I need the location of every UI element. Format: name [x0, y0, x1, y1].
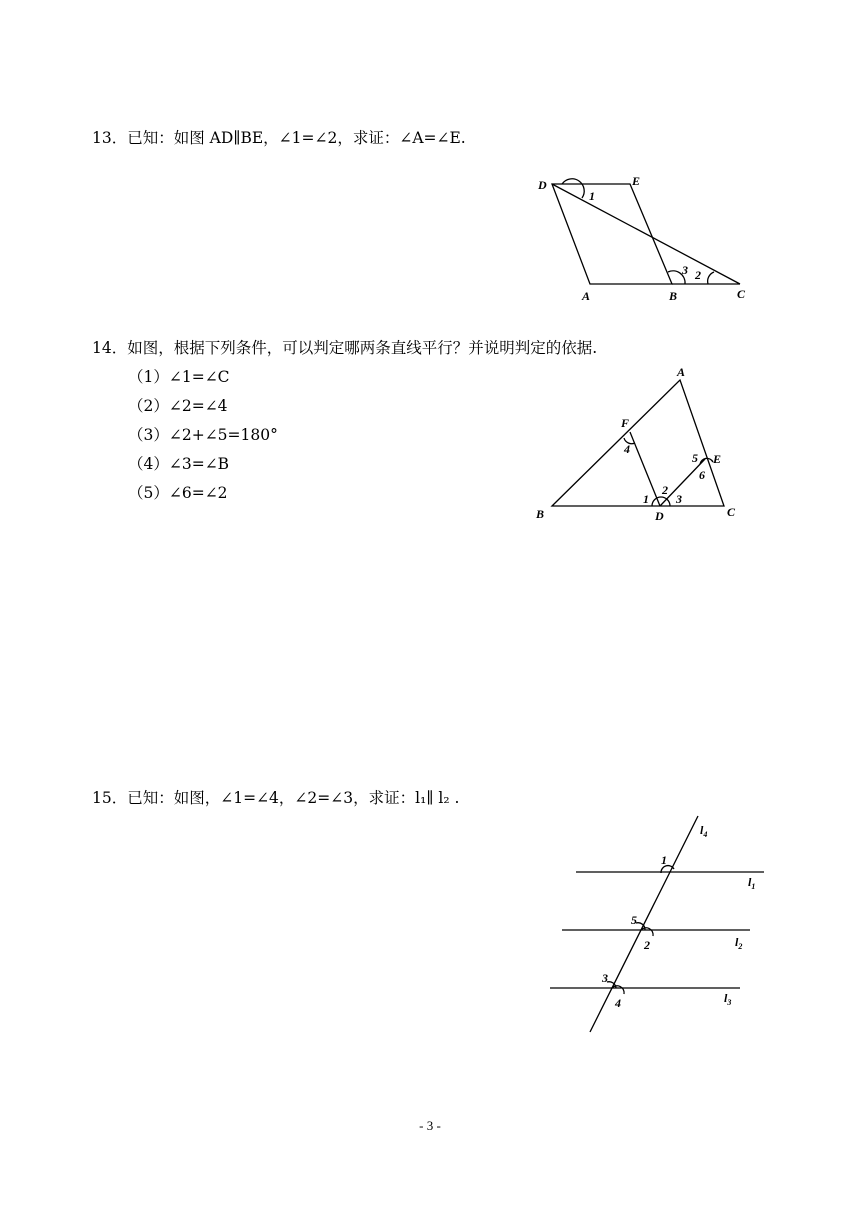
question-13-number: 13．: [92, 129, 128, 147]
fig14-label-C: C: [727, 505, 736, 519]
fig14-angle-1: 1: [643, 492, 649, 506]
fig14-angle-6: 6: [699, 468, 705, 482]
fig14-arc-e: [700, 458, 713, 464]
fig14-label-B: B: [536, 507, 545, 521]
figure-14: [530, 362, 760, 532]
fig15-arc-4: [612, 986, 624, 994]
fig13-arc-2: [708, 272, 714, 284]
fig14-label-D: D: [655, 509, 664, 523]
fig13-angle-1: 1: [589, 189, 595, 203]
fig13-angle-3: 3: [682, 263, 688, 277]
fig13-label-B: B: [669, 289, 678, 303]
fig15-label-l2: $l_2$: [735, 935, 743, 951]
fig13-angle-2: 2: [695, 268, 701, 282]
fig15-angle-1: 1: [661, 853, 667, 867]
page-number: - 3 -: [419, 1118, 441, 1133]
fig15-label-l1: $l_1$: [748, 875, 756, 891]
condition-2: （2）∠2=∠4: [128, 397, 228, 415]
question-14-number: 14．: [92, 339, 128, 357]
fig15-angle-4: 4: [615, 996, 621, 1010]
question-13: [92, 128, 466, 148]
fig14-label-F: F: [621, 416, 630, 430]
question-14: [92, 338, 597, 358]
fig15-angle-2: 2: [644, 938, 650, 952]
fig13-label-C: C: [737, 287, 746, 301]
condition-3: （3）∠2+∠5=180°: [128, 426, 278, 444]
fig13-parallelogram: [552, 184, 672, 284]
question-15-number: 15．: [92, 789, 128, 807]
question-15-text: 已知：如图，∠1=∠4，∠2=∠3，求证：l₁∥ l₂ .: [127, 789, 460, 807]
fig14-label-E: E: [713, 452, 722, 466]
fig14-angle-5: 5: [692, 451, 698, 465]
fig13-label-D: D: [538, 178, 547, 192]
fig14-angle-4: 4: [624, 442, 630, 456]
fig14-label-A: A: [677, 365, 686, 379]
fig15-angle-3: 3: [602, 971, 608, 985]
fig14-triangle-abc: [552, 380, 724, 506]
question-14-text: 如图，根据下列条件，可以判定哪两条直线平行？并说明判定的依据.: [127, 339, 598, 357]
fig15-label-l4: $l_4$: [700, 823, 708, 839]
fig15-label-l3: $l_3$: [724, 991, 732, 1007]
fig13-line-dc: [552, 184, 740, 284]
fig15-line-l4: [590, 816, 698, 1032]
condition-5: （5）∠6=∠2: [128, 484, 228, 502]
fig14-angle-2: 2: [662, 483, 668, 497]
question-13-text: 已知：如图 AD∥BE，∠1=∠2，求证：∠A=∠E.: [127, 129, 466, 147]
figure-15: [540, 812, 780, 1037]
fig15-angle-5: 5: [631, 913, 637, 927]
fig13-label-A: A: [582, 289, 591, 303]
fig13-label-E: E: [632, 174, 641, 188]
figure-13: [520, 170, 780, 310]
question-15: [92, 788, 459, 808]
condition-4: （4）∠3=∠B: [128, 455, 230, 473]
fig15-arc-2: [641, 928, 653, 936]
fig14-angle-3: 3: [676, 492, 682, 506]
condition-1: （1）∠1=∠C: [128, 368, 230, 386]
